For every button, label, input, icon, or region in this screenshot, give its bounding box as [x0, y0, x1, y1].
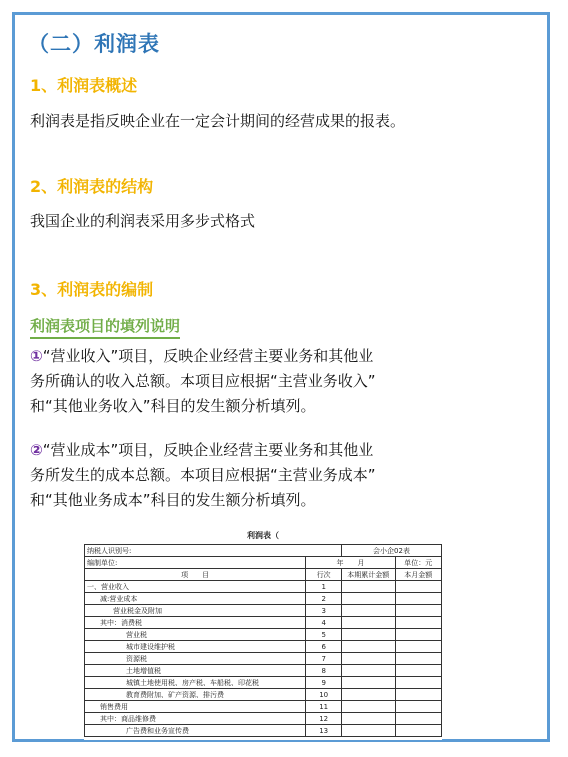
row-label: 其中：商品维修费 [85, 713, 306, 725]
month-amount-cell [395, 605, 441, 617]
section-title-preparation: 3、利润表的编制 [30, 280, 154, 299]
row-line-number: 6 [306, 641, 342, 653]
row-line-number: 12 [306, 713, 342, 725]
cumulative-amount-cell [342, 617, 396, 629]
row-line-number: 4 [306, 617, 342, 629]
row-label: 资源税 [85, 653, 306, 665]
form-title: 利润表（ [247, 531, 279, 540]
item-line: 务所发生的成本总额。本项目应根据“主营业务成本” [30, 466, 376, 484]
item-cost [30, 438, 540, 513]
form-row [85, 713, 442, 725]
item-line: 和“其他业务收入”科目的发生额分析填列。 [30, 397, 316, 415]
month-amount-cell [395, 665, 441, 677]
row-label: 营业税 [85, 629, 306, 641]
row-label: 减:营业成本 [85, 593, 306, 605]
form-row [85, 677, 442, 689]
item-line: 和“其他业务成本”科目的发生额分析填列。 [30, 491, 316, 509]
cumulative-amount-cell [342, 629, 396, 641]
cumulative-amount-cell [342, 713, 396, 725]
item-revenue [30, 344, 540, 419]
row-line-number: 9 [306, 677, 342, 689]
month-amount-cell [395, 629, 441, 641]
row-line-number: 8 [306, 665, 342, 677]
item-line: “营业收入”项目，反映企业经营主要业务和其他业 [42, 347, 374, 365]
cumulative-amount-cell [342, 605, 396, 617]
row-line-number: 13 [306, 725, 342, 737]
row-label: 广告费和业务宣传费 [85, 725, 306, 737]
row-line-number: 7 [306, 653, 342, 665]
header-cumulative: 本期累计金额 [342, 569, 396, 581]
section-title-overview: 1、利润表概述 [30, 76, 138, 95]
row-label: 其中：消费税 [85, 617, 306, 629]
form-row [85, 701, 442, 713]
header-item: 项 目 [85, 569, 306, 581]
row-line-number: 10 [306, 689, 342, 701]
row-label: 销售费用 [85, 701, 306, 713]
structure-text: 我国企业的利润表采用多步式格式 [30, 212, 256, 230]
row-label: 教育费附加、矿产资源、排污费 [85, 689, 306, 701]
cumulative-amount-cell [342, 641, 396, 653]
month-amount-cell [395, 701, 441, 713]
row-label: 城市建设维护税 [85, 641, 306, 653]
row-label: 营业税金及附加 [85, 605, 306, 617]
form-row [85, 653, 442, 665]
currency-label: 单位：元 [395, 557, 441, 569]
form-row [85, 617, 442, 629]
header-month: 本月金额 [395, 569, 441, 581]
cumulative-amount-cell [342, 593, 396, 605]
form-row [85, 641, 442, 653]
month-amount-cell [395, 677, 441, 689]
period-label: 年 月 [306, 557, 395, 569]
form-code: 会小企02表 [342, 545, 442, 557]
section-title-structure: 2、利润表的结构 [30, 177, 154, 196]
row-line-number: 1 [306, 581, 342, 593]
item-line: 务所确认的收入总额。本项目应根据“主营业务收入” [30, 372, 376, 390]
cumulative-amount-cell [342, 701, 396, 713]
month-amount-cell [395, 713, 441, 725]
row-label: 土地增值税 [85, 665, 306, 677]
form-row [85, 605, 442, 617]
form-row [85, 581, 442, 593]
form-row [85, 689, 442, 701]
page-title: （二）利润表 [28, 32, 160, 56]
month-amount-cell [395, 689, 441, 701]
row-line-number: 5 [306, 629, 342, 641]
income-statement-form [84, 528, 442, 740]
month-amount-cell [395, 581, 441, 593]
form-row [85, 725, 442, 737]
row-line-number: 2 [306, 593, 342, 605]
month-amount-cell [395, 725, 441, 737]
overview-text: 利润表是指反映企业在一定会计期间的经营成果的报表。 [30, 112, 406, 130]
cumulative-amount-cell [342, 581, 396, 593]
row-line-number: 11 [306, 701, 342, 713]
month-amount-cell [395, 653, 441, 665]
item-number: ① [30, 347, 43, 365]
item-line: “营业成本”项目，反映企业经营主要业务和其他业 [42, 441, 374, 459]
form-row [85, 629, 442, 641]
form-row [85, 665, 442, 677]
cumulative-amount-cell [342, 677, 396, 689]
month-amount-cell [395, 617, 441, 629]
row-line-number: 3 [306, 605, 342, 617]
form-table [84, 544, 442, 737]
cumulative-amount-cell [342, 653, 396, 665]
taxpayer-label: 纳税人识别号: [85, 545, 342, 557]
header-line: 行次 [306, 569, 342, 581]
item-number: ② [30, 441, 43, 459]
cumulative-amount-cell [342, 725, 396, 737]
row-label: 城镇土地使用税、房产税、车船税、印花税 [85, 677, 306, 689]
cumulative-amount-cell [342, 689, 396, 701]
month-amount-cell [395, 641, 441, 653]
month-amount-cell [395, 593, 441, 605]
unit-label: 编制单位: [85, 557, 306, 569]
cumulative-amount-cell [342, 665, 396, 677]
form-row [85, 593, 442, 605]
row-label: 一、营业收入 [85, 581, 306, 593]
subheading: 利润表项目的填列说明 [30, 315, 180, 339]
